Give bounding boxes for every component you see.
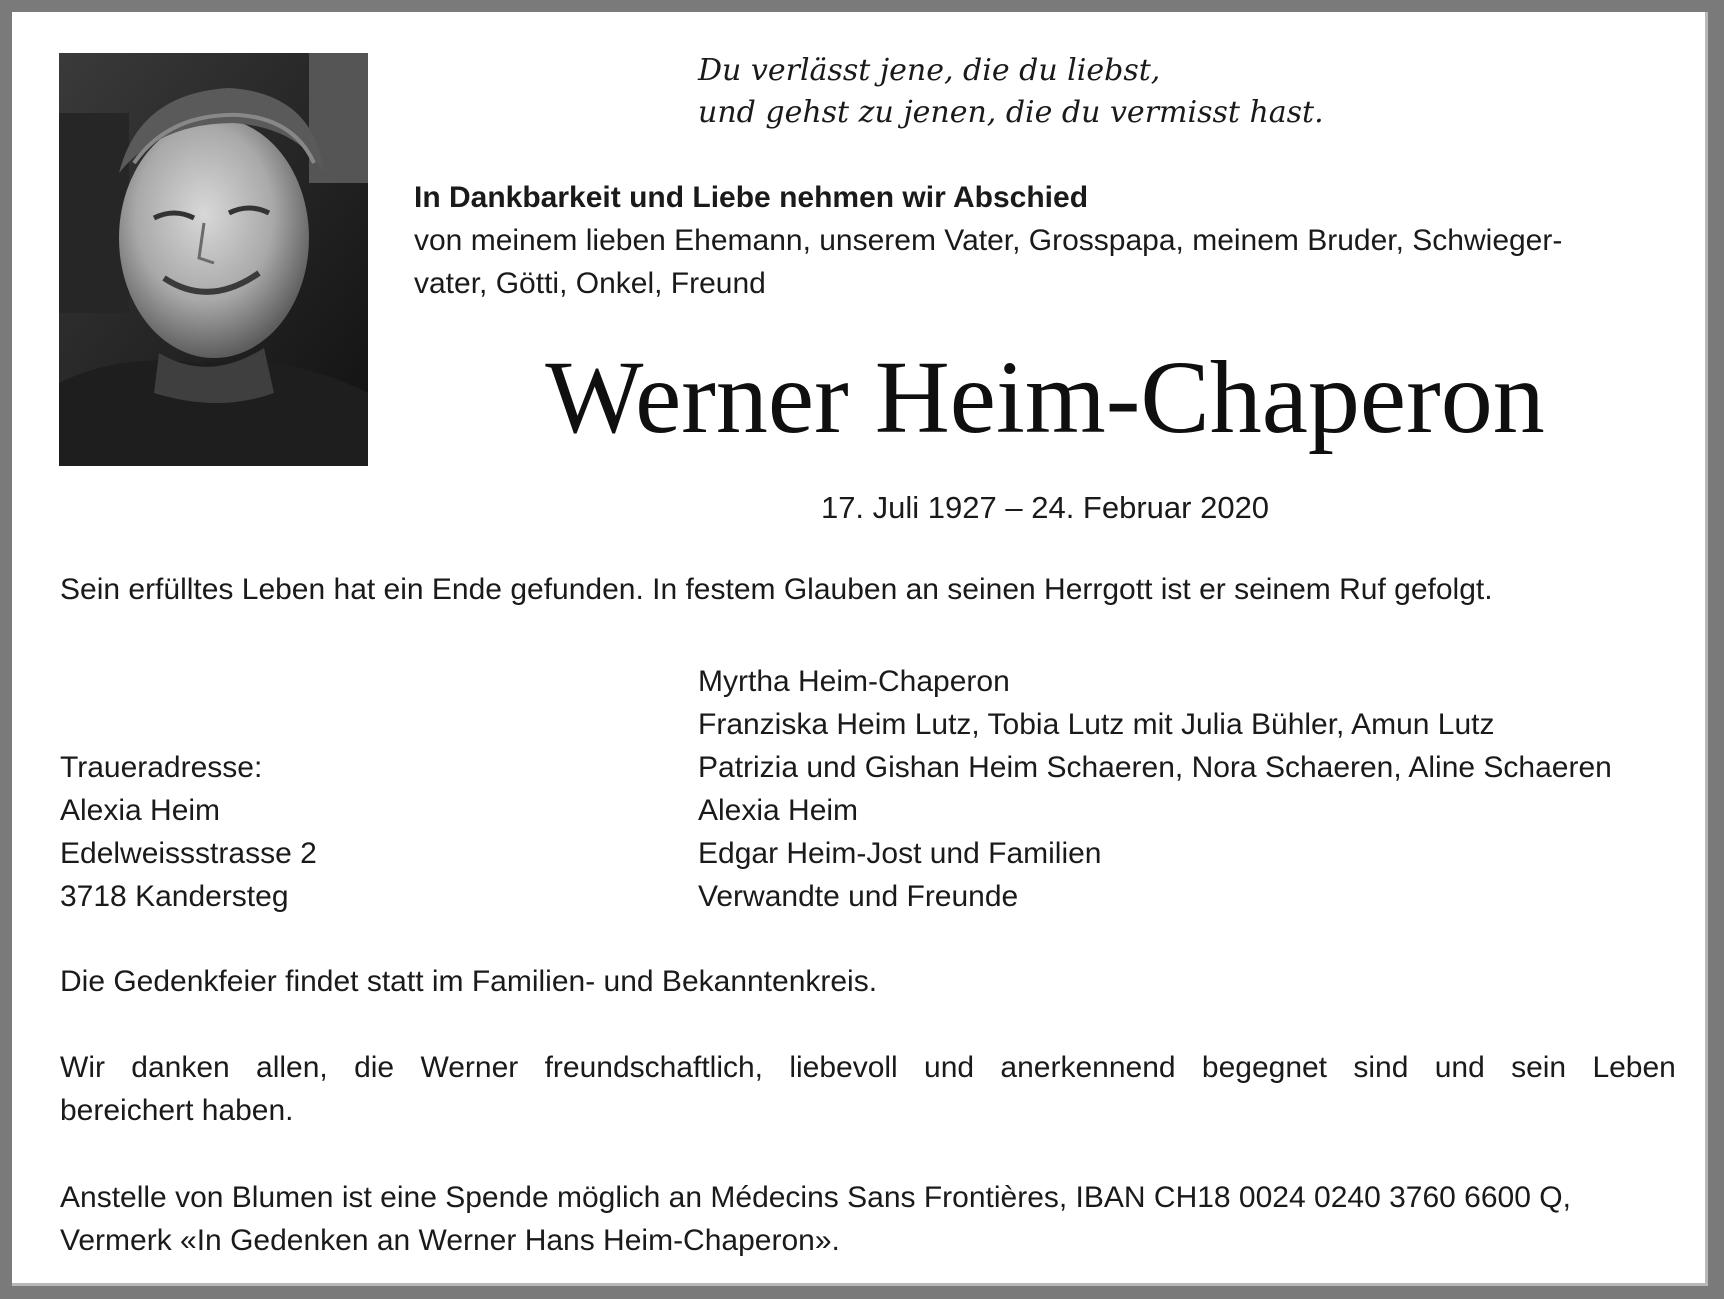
thanks-word: und xyxy=(924,1051,975,1084)
thanks-word: danken xyxy=(131,1051,230,1084)
donation-line-2: Vermerk «In Gedenken an Werner Hans Heim-Chaperon». xyxy=(60,1224,840,1257)
intro-text xyxy=(414,219,1676,305)
thanks-word: liebevoll xyxy=(789,1051,898,1084)
tribute-text: Sein erfülltes Leben hat ein Ende gefunden. In festem Glauben an seinen Herrgott ist er seinem Ruf gefolgt. xyxy=(60,573,1493,606)
thanks-word: Leben xyxy=(1592,1051,1676,1084)
portrait-image xyxy=(59,53,368,466)
thanks-line-2: bereichert haben. xyxy=(60,1094,294,1127)
mourning-address xyxy=(60,746,317,918)
thanks-word: sein xyxy=(1511,1051,1567,1084)
thanks-word: freundschaftlich, xyxy=(544,1051,764,1084)
intro-line-1: von meinem lieben Ehemann, unserem Vater, Grosspapa, meinem Bruder, Schwieger- xyxy=(414,224,1563,257)
mourner-entry: Myrtha Heim-Chaperon xyxy=(698,665,1010,698)
address-label: Traueradresse: xyxy=(60,751,263,784)
portrait-photo xyxy=(59,53,368,466)
address-name: Alexia Heim xyxy=(60,794,221,827)
ceremony-note: Die Gedenkfeier findet statt im Familien- und Bekanntenkreis. xyxy=(60,965,878,998)
thanks-word: begegnet xyxy=(1201,1051,1328,1084)
thanks-word: und xyxy=(1434,1051,1485,1084)
obituary-page xyxy=(12,12,1708,1286)
thanks-line-1 xyxy=(60,1046,1676,1089)
mourner-entry: Edgar Heim-Jost und Familien xyxy=(698,837,1102,870)
thanks-word: anerkennend xyxy=(1000,1051,1176,1084)
motto-quote xyxy=(698,50,1324,134)
mourners-list xyxy=(698,660,1612,918)
thanks-word: Werner xyxy=(420,1051,519,1084)
mourner-entry: Alexia Heim xyxy=(698,794,859,827)
mourner-entry: Patrizia und Gishan Heim Schaeren, Nora Schaeren, Aline Schaeren xyxy=(698,751,1612,784)
address-street: Edelweissstrasse 2 xyxy=(60,837,317,870)
thanks-word: Wir xyxy=(60,1051,105,1084)
mourner-entry: Franziska Heim Lutz, Tobia Lutz mit Julia Bühler, Amun Lutz xyxy=(698,708,1495,741)
address-city: 3718 Kandersteg xyxy=(60,880,289,913)
intro-heading: In Dankbarkeit und Liebe nehmen wir Abschied xyxy=(414,181,1089,214)
donation-line-1: Anstelle von Blumen ist eine Spende möglich an Médecins Sans Frontières, IBAN CH18 0024 0240 3760 6600 Q, xyxy=(60,1181,1571,1214)
thanks-paragraph xyxy=(60,1046,1676,1132)
intro-line-2: vater, Götti, Onkel, Freund xyxy=(414,267,766,300)
life-dates: 17. Juli 1927 – 24. Februar 2020 xyxy=(820,490,1270,525)
motto-line-2: und gehst zu jenen, die du vermisst hast. xyxy=(698,95,1324,130)
thanks-word: sind xyxy=(1353,1051,1409,1084)
mourner-entry: Verwandte und Freunde xyxy=(698,880,1019,913)
thanks-word: die xyxy=(354,1051,395,1084)
deceased-name: Werner Heim-Chaperon xyxy=(545,340,1545,455)
thanks-word: allen, xyxy=(256,1051,328,1084)
donation-paragraph xyxy=(60,1176,1571,1262)
motto-line-1: Du verlässt jene, die du liebst, xyxy=(698,53,1161,88)
